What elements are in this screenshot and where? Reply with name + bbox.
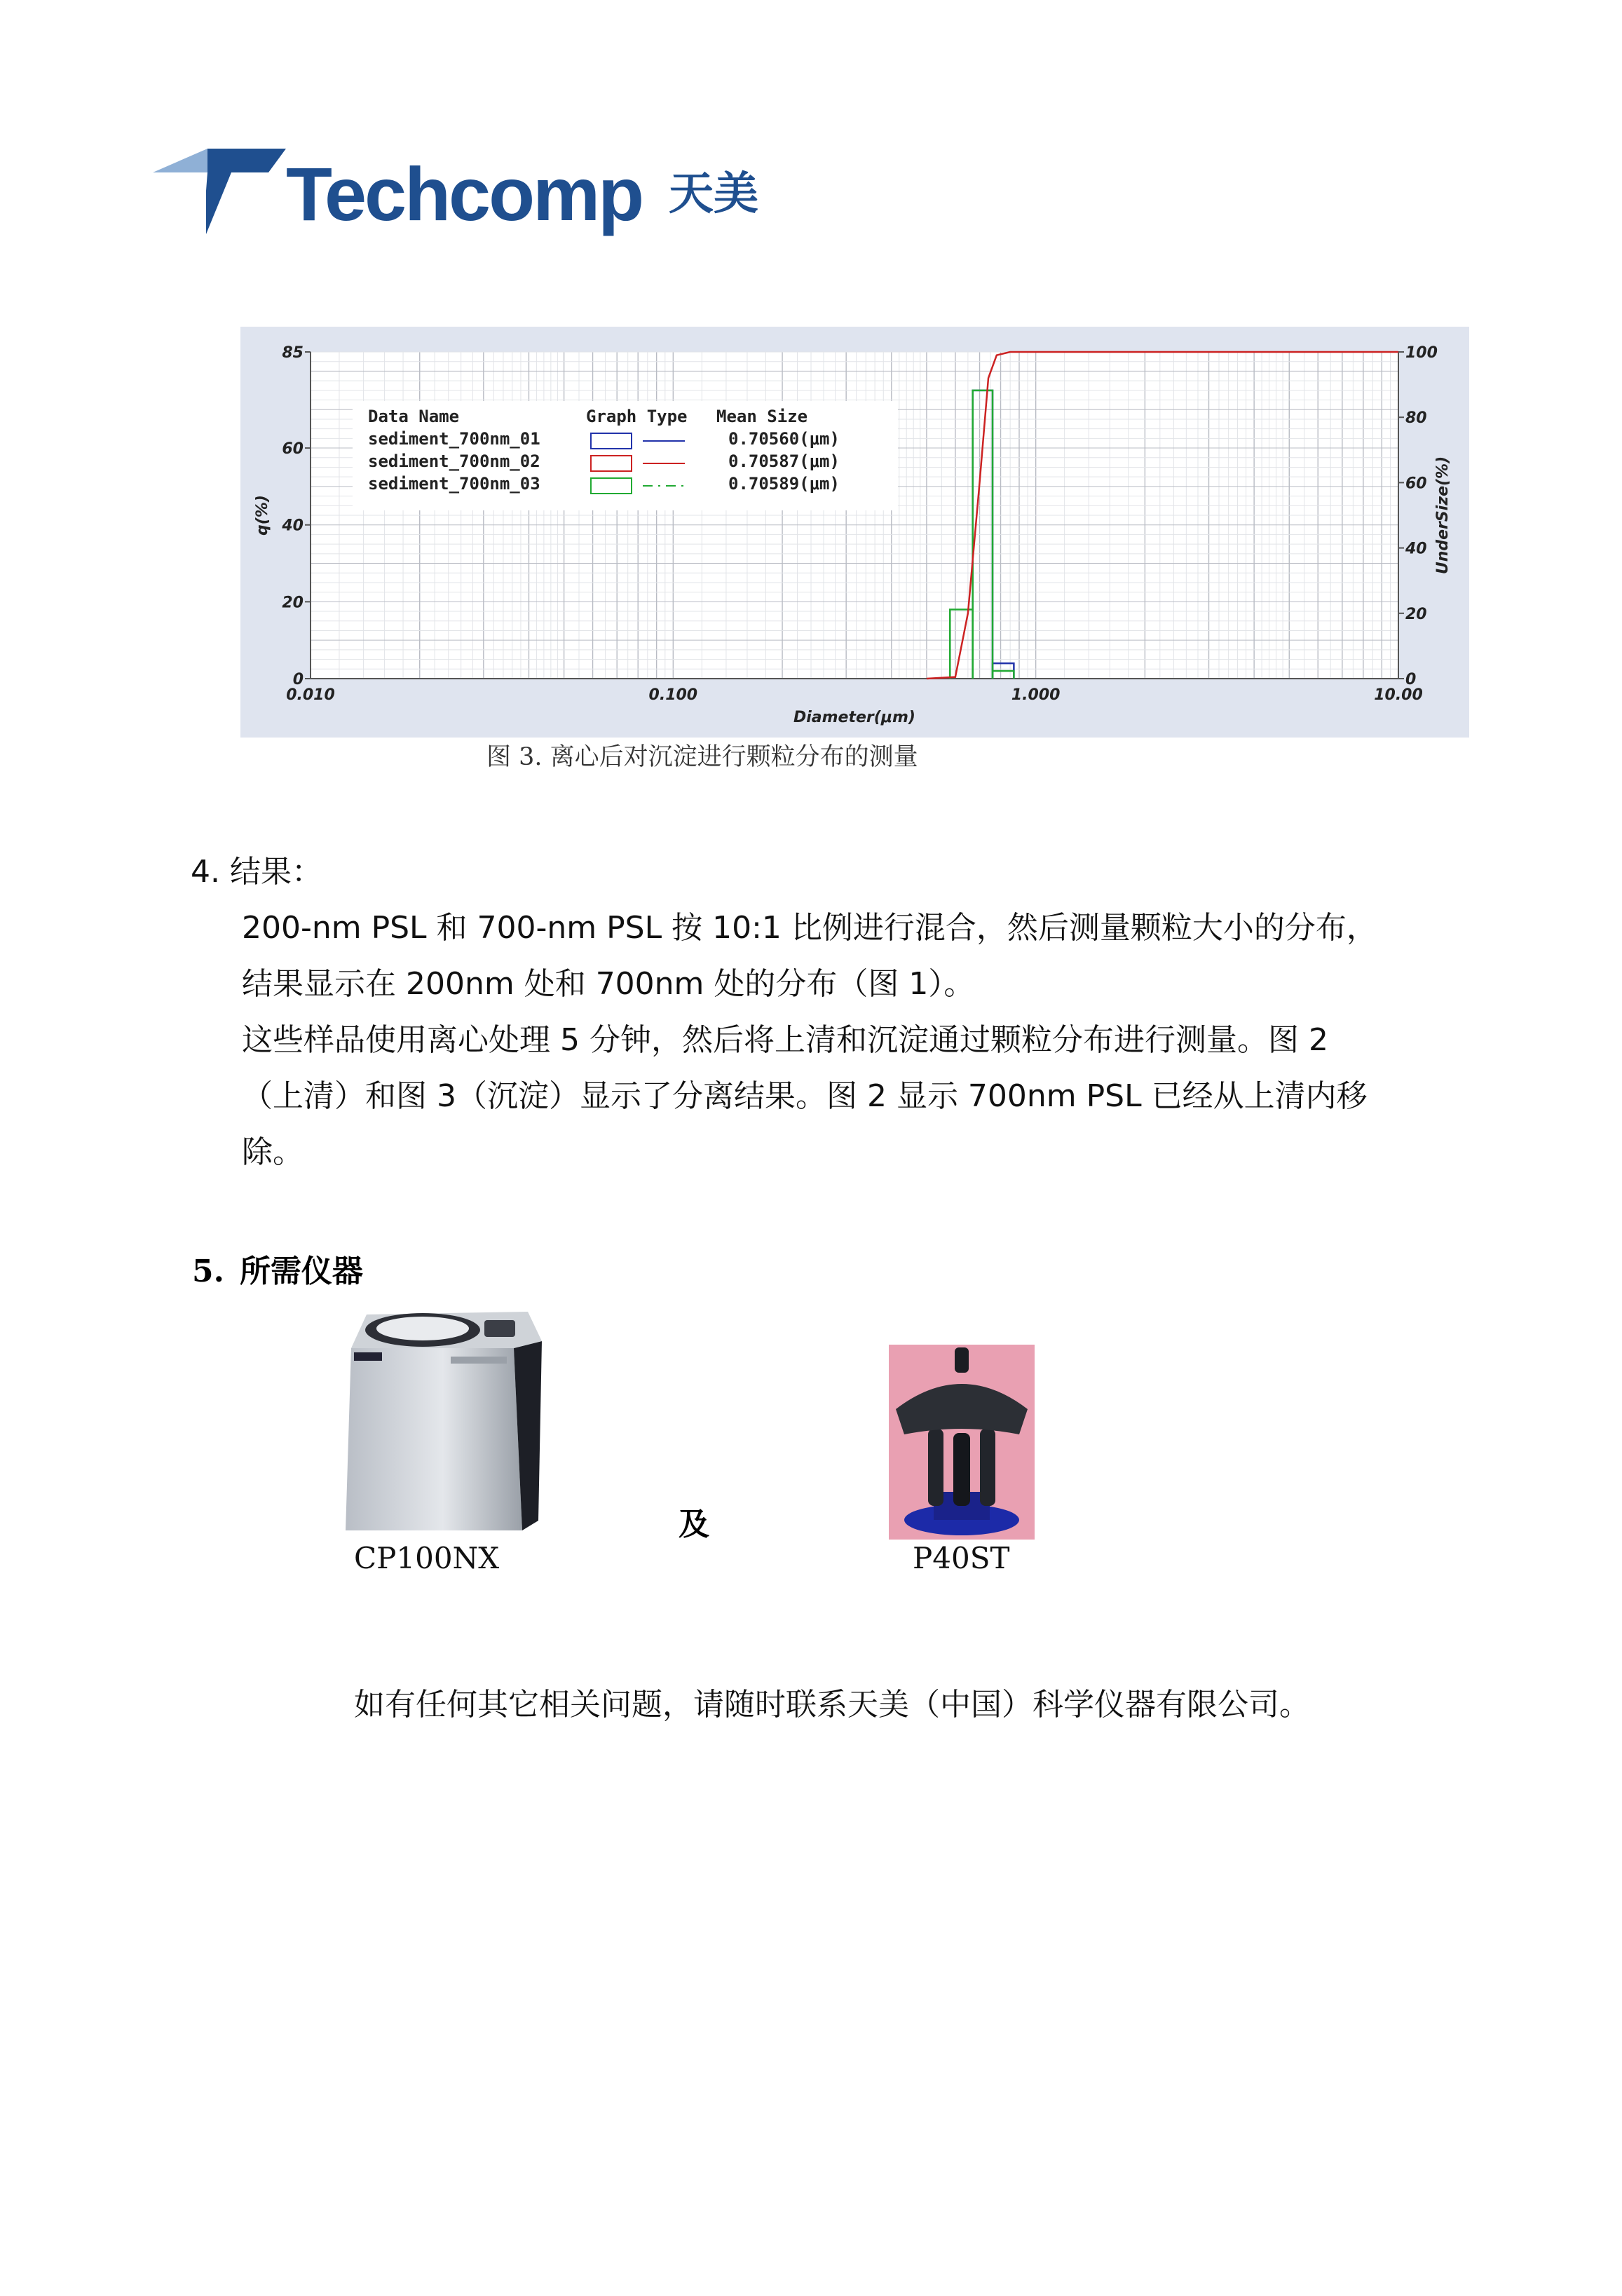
paragraph-line: 200-nm PSL 和 700-nm PSL 按 10:1 比例进行混合，然后测量颗粒大小的分布， (242, 910, 1377, 946)
chart-canvas (240, 327, 1469, 738)
y2-axis-title: UnderSize(%) (1434, 456, 1452, 575)
y2-tick-label: 100 (1405, 344, 1438, 362)
y-tick-label: 40 (282, 517, 304, 535)
y2-tick-label: 40 (1405, 540, 1427, 558)
x-tick-label: 0.100 (648, 686, 698, 704)
legend-header-mean: Mean Size (716, 407, 808, 426)
y-tick-label: 85 (282, 344, 304, 362)
legend-row-name: sediment_700nm_03 (368, 474, 540, 494)
legend-row-name: sediment_700nm_02 (368, 451, 540, 471)
y-tick-label: 20 (282, 594, 304, 612)
paragraph-line: （上清）和图 3（沉淀）显示了分离结果。图 2 显示 700nm PSL 已经从上清内移 (242, 1078, 1368, 1114)
legend-row-name: sediment_700nm_01 (368, 429, 540, 449)
x-tick-label: 10.00 (1374, 686, 1423, 704)
logo-wordmark: Techcomp (286, 151, 643, 236)
chart-legend (353, 401, 898, 510)
section-title: 所需仪器 (239, 1254, 363, 1289)
contact-note: 如有任何其它相关问题，请随时联系天美（中国）科学仪器有限公司。 (354, 1687, 1310, 1723)
legend-row-mean: 0.70560(μm) (728, 429, 840, 449)
legend-header-type: Graph Type (586, 407, 688, 426)
legend-row-mean: 0.70587(μm) (728, 451, 840, 471)
x-axis-title: Diameter(μm) (793, 709, 916, 726)
legend-header-name: Data Name (368, 407, 460, 426)
y-axis-title: q(%) (254, 495, 271, 536)
legend-row-mean: 0.70589(μm) (728, 474, 840, 494)
paragraph-line: 结果显示在 200nm 处和 700nm 处的分布（图 1）。 (242, 966, 975, 1002)
figure-caption: 图 3. 离心后对沉淀进行颗粒分布的测量 (486, 743, 918, 771)
instrument-label-p40st: P40ST (913, 1541, 1010, 1575)
company-logo (153, 149, 770, 240)
x-tick-label: 1.000 (1011, 686, 1061, 704)
instrument-label-cp100nx: CP100NX (354, 1541, 500, 1575)
centrifuge-image (339, 1299, 542, 1544)
chart-grid (311, 352, 1398, 679)
section-4-heading: 4. 结果： (191, 854, 322, 890)
rotor-image (889, 1345, 1035, 1540)
section-number: 5. (192, 1254, 224, 1289)
y-tick-label: 60 (282, 440, 304, 458)
paragraph-line: 除。 (242, 1134, 304, 1170)
techcomp-logo-mark (153, 149, 286, 240)
x-tick-label: 0.010 (286, 686, 335, 704)
y2-tick-label: 80 (1405, 409, 1427, 428)
conjunction-label: 及 (679, 1507, 709, 1542)
paragraph-line: 这些样品使用离心处理 5 分钟，然后将上清和沉淀通过颗粒分布进行测量。图 2 (242, 1022, 1328, 1058)
section-5-heading (192, 1244, 363, 1300)
y2-tick-label: 0 (1405, 671, 1417, 688)
y-tick-label: 0 (292, 671, 304, 688)
particle-size-chart (240, 327, 1469, 738)
logo-chinese-name: 天美 (669, 168, 758, 220)
y2-tick-label: 60 (1405, 475, 1427, 493)
y2-tick-label: 20 (1405, 605, 1427, 623)
